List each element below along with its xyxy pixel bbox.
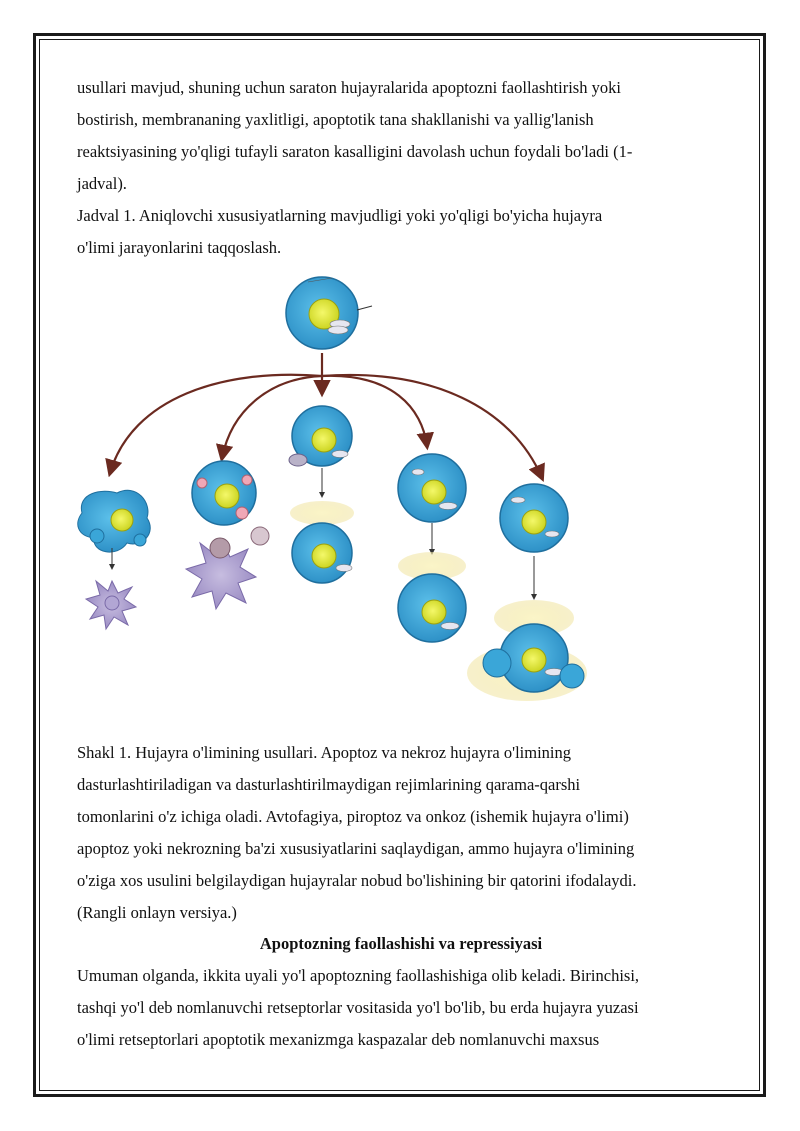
autophagy-column <box>186 461 269 609</box>
necrosis-column <box>467 484 587 701</box>
table-caption-line-2: o'limi jarayonlarini taqqoslash. <box>77 237 282 257</box>
figure-caption-line-6: (Rangli onlayn versiya.) <box>77 902 237 922</box>
section-line-1: Umuman olganda, ikkita uyali yo'l apoptozning faollashishiga olib keladi. Birinchisi, <box>77 966 640 986</box>
figure-caption-line-3: tomonlarini o'z ichiga oladi. Avtofagiya, piroptoz va onkoz (ishemik hujayra o'limi) <box>77 806 629 826</box>
oncosis-column <box>398 454 466 642</box>
section-line-3: o'limi retseptorlari apoptotik mexanizmga kaspazalar deb nomlanuvchi maxsus <box>77 1030 600 1050</box>
figure-caption-line-1: Shakl 1. Hujayra o'limining usullari. Apoptoz va nekroz hujayra o'limining <box>77 743 571 762</box>
cell-death-diagram <box>72 268 592 728</box>
figure-caption-line-2: dasturlashtiriladigan va dasturlashtirilmaydigan rejimlarining qarama-qarshi <box>77 774 581 794</box>
pyroptosis-column <box>289 406 354 583</box>
body-text <box>77 737 725 1056</box>
intro-line-2: bostirish, membrananing yaxlitligi, apoptotik tana shakllanishi va yallig'lanish <box>77 109 594 129</box>
section-heading: Apoptozning faollashishi va repressiyasi <box>259 934 543 954</box>
table-caption-line-1: Jadval 1. Aniqlovchi xususiyatlarning mavjudligi yoki yo'qligi bo'yicha hujayra <box>77 205 603 225</box>
cell-death-figure <box>72 268 592 728</box>
figure-caption-line-5: o'ziga xos usulini belgilaydigan hujayralar nobud bo'lishining bir qatorini ifodalaydi. <box>77 870 637 890</box>
figure-caption-line-4: apoptoz yoki nekrozning ba'zi xususiyatlarini saqlaydigan, ammo hujayra o'limining <box>77 838 635 858</box>
intro-paragraph <box>77 72 725 263</box>
section-line-2: tashqi yo'l deb nomlanuvchi retseptorlar vositasida yo'l bo'lib, bu erda hujayra yuzasi <box>77 998 639 1018</box>
apoptosis-column <box>78 490 150 629</box>
intro-line-3: reaktsiyasining yo'qligi tufayli saraton kasalligini davolash uchun foydali bo'ladi (1- <box>77 141 633 161</box>
intro-line-4: jadval). <box>77 173 127 193</box>
intro-line-1: usullari mavjud, shuning uchun saraton hujayralarida apoptozni faollashtirish yoki <box>77 78 621 97</box>
normal-cell <box>286 277 372 349</box>
